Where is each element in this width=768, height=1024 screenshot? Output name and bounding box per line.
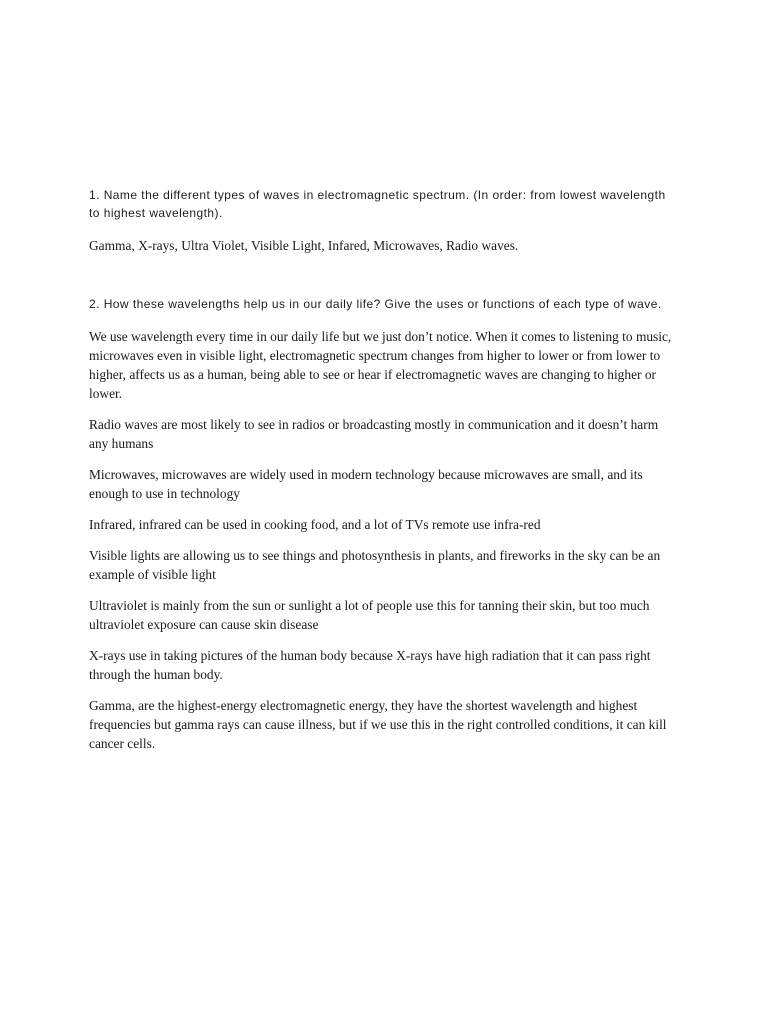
document-body	[89, 186, 679, 753]
answer-2-visible-light-paragraph: Visible lights are allowing us to see things and photosynthesis in plants, and fireworks in the sky can be an example of visible light	[89, 548, 661, 582]
answer-2-x-rays-paragraph: X-rays use in taking pictures of the human body because X-rays have high radiation that it can pass right through the human body.	[89, 648, 651, 682]
question-1: 1. Name the different types of waves in electromagnetic spectrum. (In order: from lowest wavelength to highest wavelength).	[89, 188, 666, 220]
answer-2-microwaves-paragraph: Microwaves, microwaves are widely used in modern technology because microwaves are small, and its enough to use in technology	[89, 467, 643, 501]
answer-2-intro-paragraph: We use wavelength every time in our daily life but we just don’t notice. When it comes to listening to music, microwaves even in visible light, electromagnetic spectrum changes from higher to lower or from lower to higher, affects us as a human, being able to see or hear if electromagnetic waves are changing to higher or lower.	[89, 329, 672, 401]
answer-1: Gamma, X-rays, Ultra Violet, Visible Light, Infared, Microwaves, Radio waves.	[89, 238, 519, 253]
answer-2-gamma-paragraph: Gamma, are the highest-energy electromagnetic energy, they have the shortest wavelength and highest frequencies but gamma rays can cause illness, but if we use this in the right controlled conditions, it can kill cancer cells.	[89, 698, 667, 751]
answer-2-radio-waves-paragraph: Radio waves are most likely to see in radios or broadcasting mostly in communication and it doesn’t harm any humans	[89, 417, 659, 451]
answer-2-ultraviolet-paragraph: Ultraviolet is mainly from the sun or sunlight a lot of people use this for tanning their skin, but too much ultraviolet exposure can cause skin disease	[89, 598, 650, 632]
question-2: 2. How these wavelengths help us in our daily life? Give the uses or functions of each type of wave.	[89, 297, 662, 311]
answer-2-infrared-paragraph: Infrared, infrared can be used in cooking food, and a lot of TVs remote use infra-red	[89, 517, 541, 532]
